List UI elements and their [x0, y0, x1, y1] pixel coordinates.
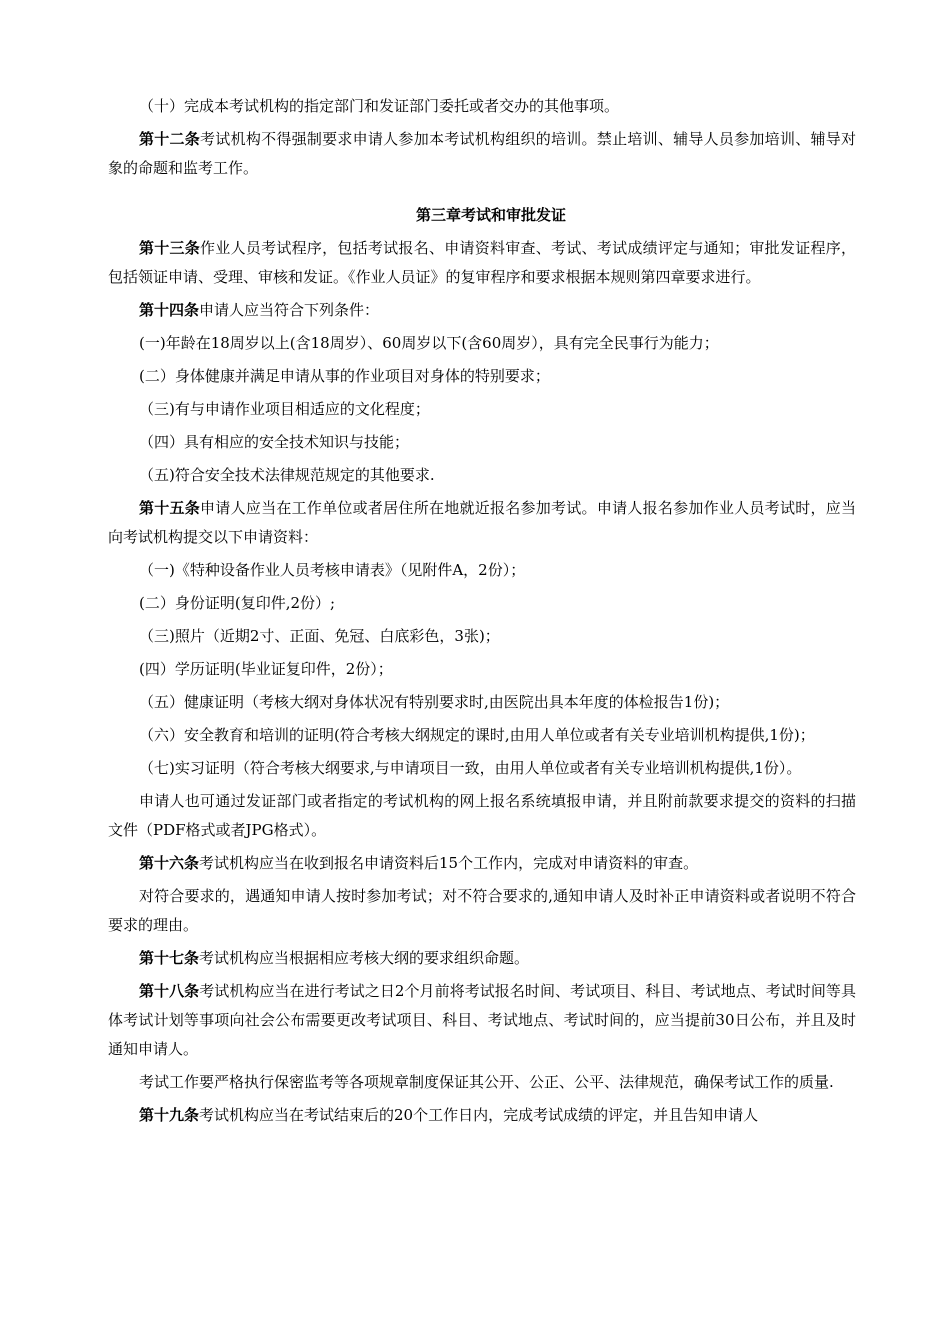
list-item: [108, 428, 856, 457]
paragraph-text: (二）身份证明(复印件,2份）;: [139, 594, 336, 612]
list-item: [108, 721, 856, 750]
article-paragraph: [108, 1101, 856, 1130]
article-number: 第十七条: [139, 949, 200, 967]
article-paragraph: [108, 1068, 856, 1097]
paragraph-text: （十）完成本考试机构的指定部门和发证部门委托或者交办的其他事项。: [139, 97, 620, 115]
list-item: [108, 395, 856, 424]
paragraph-text: 考试机构应当根据相应考核大纲的要求组织命题。: [199, 949, 530, 967]
list-item: [108, 622, 856, 651]
paragraph-text: 考试工作要严格执行保密监考等各项规章制度保证其公开、公正、公平、法律规范，确保考试工作的质量.: [139, 1073, 834, 1091]
article-number: 第十四条: [139, 301, 200, 319]
document-body: [108, 92, 856, 1134]
paragraph-text: （五）健康证明（考核大纲对身体状况有特别要求时,由医院出具本年度的体检报告1份)；: [139, 693, 730, 711]
article-number: 第十二条: [139, 130, 201, 148]
paragraph-text: (四）学历证明(毕业证复印件，2份）；: [139, 660, 393, 678]
paragraph-text: （四）具有相应的安全技术知识与技能；: [139, 433, 410, 451]
article-number: 第十六条: [139, 854, 200, 872]
list-item: [108, 589, 856, 618]
paragraph-text: （一)《特种设备作业人员考核申请表》（见附件A，2份）；: [139, 561, 526, 579]
paragraph-text: （五)符合安全技术法律规范规定的其他要求.: [139, 466, 435, 484]
article-paragraph: [108, 882, 856, 940]
chapter-heading: [108, 201, 856, 230]
paragraph-text: （三)照片（近期2寸、正面、免冠、白底彩色，3张)；: [139, 627, 500, 645]
paragraph-text: （七)实习证明（符合考核大纲要求,与申请项目一致，由用人单位或者有关专业培训机构提供,1份）。: [139, 759, 802, 777]
article-paragraph: [108, 944, 856, 973]
article-number: 第十九条: [139, 1106, 200, 1124]
paragraph-text: 申请人应当符合下列条件：: [199, 301, 380, 319]
paragraph-text: （六）安全教育和培训的证明(符合考核大纲规定的课时,由用人单位或者有关专业培训机构提供,1份)；: [139, 726, 815, 744]
list-item: [108, 92, 856, 121]
article-number: 第十五条: [139, 499, 201, 517]
paragraph-text: (二）身体健康并满足申请从事的作业项目对身体的特别要求；: [139, 367, 550, 385]
article-paragraph: [108, 787, 856, 845]
paragraph-text: （三)有与申请作业项目相适应的文化程度；: [139, 400, 430, 418]
article-paragraph: [108, 849, 856, 878]
paragraph-text: 考试机构不得强制要求申请人参加本考试机构组织的培训。禁止培训、辅导人员参加培训、辅导对象的命题和监考工作。: [108, 130, 856, 177]
article-paragraph: [108, 494, 856, 552]
paragraph-text: 申请人应当在工作单位或者居住所在地就近报名参加考试。申请人报名参加作业人员考试时，应当向考试机构提交以下申请资料：: [108, 499, 856, 546]
paragraph-text: 考试机构应当在进行考试之日2个月前将考试报名时间、考试项目、科目、考试地点、考试时间等具体考试计划等事项向社会公布需要更改考试项目、科目、考试地点、考试时间的，应当提前30日公布，并且及时通知申请人。: [108, 982, 856, 1058]
list-item: [108, 461, 856, 490]
article-number: 第十三条: [139, 239, 201, 257]
list-item: [108, 754, 856, 783]
paragraph-text: 对符合要求的，遇通知申请人按时参加考试；对不符合要求的,通知申请人及时补正申请资料或者说明不符合要求的理由。: [108, 887, 856, 934]
article-number: 第十八条: [139, 982, 200, 1000]
list-item: [108, 688, 856, 717]
article-paragraph: [108, 977, 856, 1064]
paragraph-text: 申请人也可通过发证部门或者指定的考试机构的网上报名系统填报申请，并且附前款要求提交的资料的扫描文件（PDF格式或者JPG格式）。: [108, 792, 856, 839]
article-paragraph: [108, 234, 856, 292]
paragraph-text: 考试机构应当在收到报名申请资料后15个工作内，完成对申请资料的审查。: [199, 854, 699, 872]
paragraph-text: 作业人员考试程序，包括考试报名、申请资料审查、考试、考试成绩评定与通知；审批发证程序，包括领证申请、受理、审核和发证。《作业人员证》的复审程序和要求根据本规则第四章要求进行。: [108, 239, 856, 286]
article-paragraph: [108, 296, 856, 325]
list-item: [108, 556, 856, 585]
chapter-heading-text: 第三章考试和审批发证: [415, 206, 566, 224]
list-item: [108, 329, 856, 358]
paragraph-text: (一)年龄在18周岁以上(含18周岁）、60周岁以下(含60周岁），具有完全民事行为能力；: [139, 334, 719, 352]
list-item: [108, 362, 856, 391]
paragraph-text: 考试机构应当在考试结束后的20个工作日内，完成考试成绩的评定，并且告知申请人: [199, 1106, 759, 1124]
article-paragraph: [108, 125, 856, 183]
list-item: [108, 655, 856, 684]
